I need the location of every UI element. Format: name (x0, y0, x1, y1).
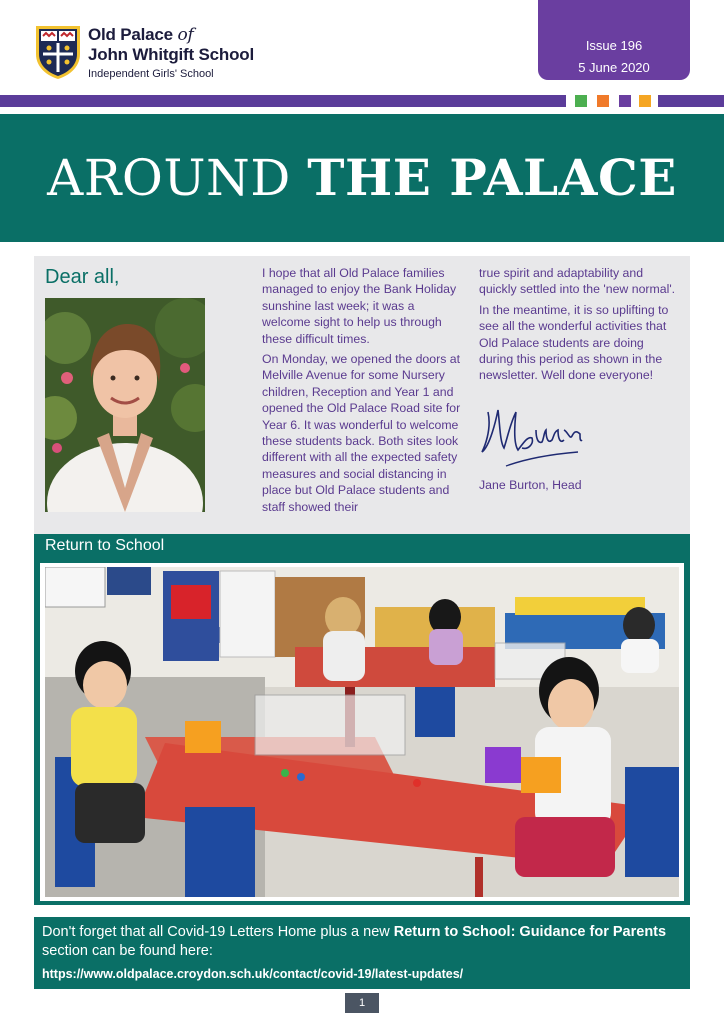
letter-greeting: Dear all, (45, 266, 120, 288)
covid-updates-link[interactable]: https://www.oldpalace.croydon.sch.uk/contact/covid-19/latest-updates/ (42, 967, 464, 981)
head-signature (478, 400, 588, 480)
title-light: AROUND (47, 149, 291, 207)
letter-column-1 (262, 265, 462, 519)
letter-paragraph: true spirit and adaptability and quickly settled into the 'new normal'. (479, 266, 676, 297)
note-text-bold: Return to School: Guidance for Parents (393, 924, 667, 940)
letter-column-2 (479, 265, 679, 388)
stripe-square-green (575, 95, 587, 107)
school-tagline: Independent Girls' School (88, 68, 214, 80)
title-bold: THE PALACE (307, 148, 677, 207)
school-name (88, 25, 254, 80)
school-name-line2: John Whitgift School (88, 45, 254, 64)
signature-name: Jane Burton, Head (479, 478, 582, 492)
title-banner (0, 114, 724, 242)
letter-paragraph: On Monday, we opened the doors at Melville Avenue for some Nursery children, Reception and Year 1 and opened the Old Palace Road site for Year 6. It was wonderful to welcome these students back. Both sites look different with all the expected safety measures and social distancing in place but Old Palace students and staff showed their (262, 352, 461, 514)
stripe-square-orange (597, 95, 609, 107)
covid-note-text (42, 923, 672, 961)
note-text-part-b: section can be found here: (42, 943, 213, 959)
headteacher-photo (45, 298, 205, 512)
stripe-square-purple (619, 95, 631, 107)
section-title: Return to School (45, 537, 165, 554)
issue-number: Issue 196 (585, 38, 643, 53)
stripe-square-yellow (639, 95, 651, 107)
newsletter-title (0, 114, 724, 242)
school-crest-logo (34, 24, 82, 80)
school-name-of: of (177, 25, 194, 45)
issue-date: 5 June 2020 (578, 60, 650, 75)
page-number: 1 (345, 993, 379, 1013)
issue-badge (538, 0, 690, 80)
letter-paragraph: In the meantime, it is so uplifting to see all the wonderful activities that Old Palace students are doing during this period as shown in the newsletter. Well done everyone! (479, 302, 669, 383)
school-name-line1: Old Palace (88, 25, 173, 44)
note-text-part-a: Don't forget that all Covid-19 Letters Home plus a new (42, 924, 394, 940)
classroom-photo (45, 567, 679, 897)
letter-paragraph: I hope that all Old Palace families managed to enjoy the Bank Holiday sunshine last week; it was a welcome sight to help us through these difficult times. (262, 266, 457, 346)
